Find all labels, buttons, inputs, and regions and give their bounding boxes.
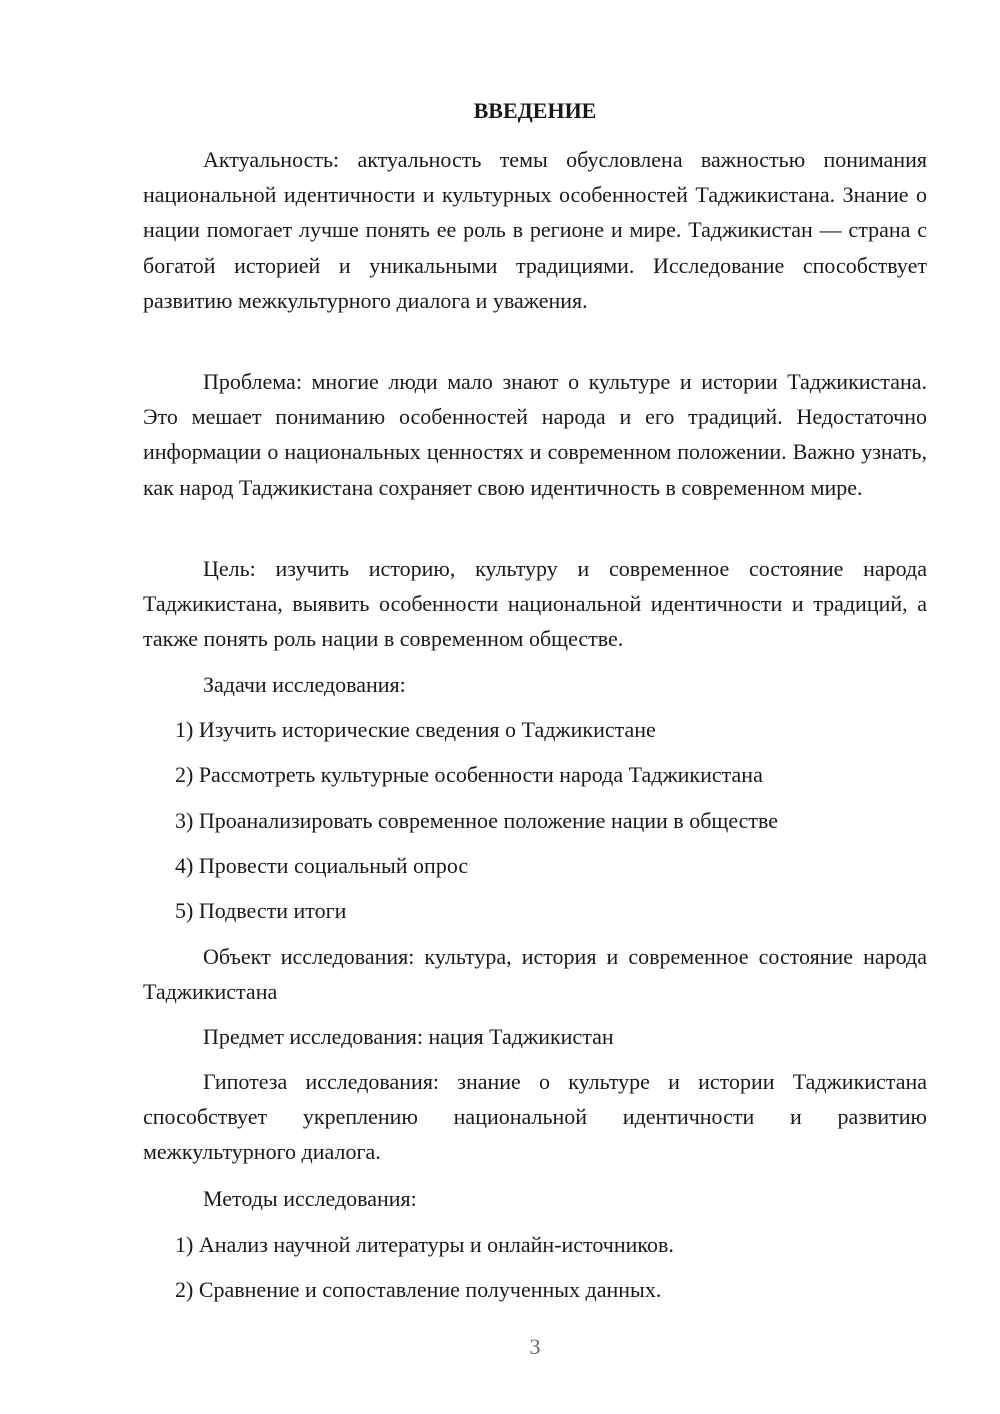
relevance-paragraph: Актуальность: актуальность темы обусловлена важностью понимания национальной идентичности и культурных особенностей Таджикистана. Знание о нации помогает лучше понять ее роль в регионе и мире. Таджикистан — страна с богатой историей и уникальными традициями. Исследование способствует развитию межкультурного диалога и уважения. [143,147,927,313]
page-number: 3 [529,1334,541,1359]
goal-paragraph: Цель: изучить историю, культуру и современное состояние народа Таджикистана, выявить особенности национальной идентичности и традиций, а также понять роль нации в современном обществе. [143,556,927,652]
object-paragraph: Объект исследования: культура, история и современное состояние народа Таджикистана [143,944,927,1005]
task-item: 2) Рассмотреть культурные особенности народа Таджикистана [175,762,763,787]
hypothesis-paragraph: Гипотеза исследования: знание о культуре и истории Таджикистана способствует укреплению национальной идентичности и развитию межкультурного диалога. [143,1069,927,1165]
problem-paragraph: Проблема: многие люди мало знают о культуре и истории Таджикистана. Это мешает пониманию особенностей народа и его традиций. Недостаточно информации о национальных ценностях и современном положении. Важно узнать, как народ Таджикистана сохраняет свою идентичность в современном мире. [143,369,927,500]
task-item: 3) Проанализировать современное положение нации в обществе [175,808,779,833]
tasks-heading: Задачи исследования: [203,672,406,697]
methods-heading: Методы исследования: [203,1186,417,1211]
subject-paragraph: Предмет исследования: нация Таджикистан [203,1024,614,1049]
task-item: 5) Подвести итоги [175,898,347,923]
method-item: 1) Анализ научной литературы и онлайн-источников. [175,1232,674,1257]
section-title: ВВЕДЕНИЕ [473,98,597,123]
task-item: 1) Изучить исторические сведения о Таджикистане [175,717,656,742]
task-item: 4) Провести социальный опрос [175,853,469,878]
method-item: 2) Сравнение и сопоставление полученных данных. [175,1277,662,1302]
